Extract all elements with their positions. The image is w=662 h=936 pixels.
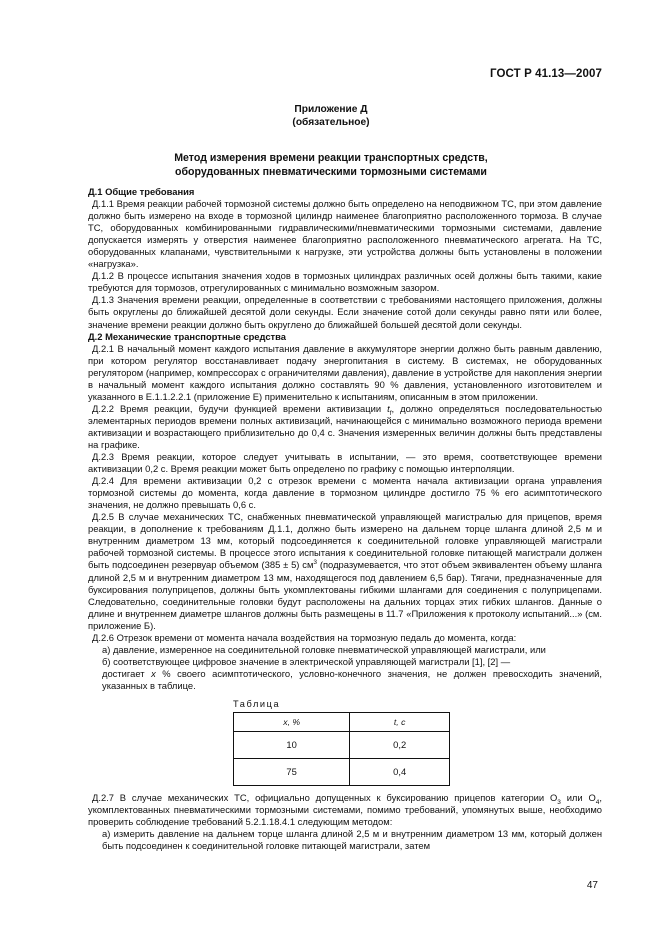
section-heading-d1: Д.1 Общие требования xyxy=(88,186,195,197)
section-heading-d2: Д.2 Механические транспортные средства xyxy=(88,330,286,342)
table-cell-t: 0,4 xyxy=(350,759,450,786)
paragraph-d2-2: Д.2.2 Время реакции, будучи функцией времени активизации $t_f$, должно определяться последовательностью элементарных периодов времени полных активизаций, начинающейся с минимально возможного периода времени активизации и возрастающего приблизительно до 0,4 с. Значения измеренных величин должны быть представлены на графике. xyxy=(88,402,602,450)
paragraph-d2-5: Д.2.5 В случае механических ТС, снабженных пневматической управляющей магистралью для прицепов, время реакции, в дополнение к требованиям Д.1.1, должно быть измерено на дальнем торце шланга длиной 2,5 м и внутренним диаметром 13 мм, который подсоединяется к соединительной головке управляющей магистрали рабочей тормозной системы. В процессе этого испытания к соединительной головке питающей магистрали должен быть подсоединен резервуар объемом (385 ± 5) $см^3$ (подразумевается, что этот объем эквивалентен объему шланга длиной 2,5 м и внутренним диаметром 13 мм, находящегося под давлением 6,5 бар). Тягачи, предназначенные для буксирования полуприцепов, должны быть укомплектованы гибкими шлангами для соединения с полуприцепами. Следовательно, соединительные головки будут расположены на дальних торцах этих гибких шлангов. Данные о длине и внутреннем диаметре шлангов должны быть размещены в 11.7 «Приложения к протоколу испытаний...» (см. приложение Б). xyxy=(88,511,602,631)
list-item-a-measure: а) измерить давление на дальнем торце шланга длиной 2,5 м и внутренним диаметром 13 мм, который должен быть подсоединен к соединительной головке питающей магистрали, затем xyxy=(102,828,602,852)
table-row xyxy=(234,759,450,786)
table-row xyxy=(234,732,450,759)
paragraph-d2-3: Д.2.3 Время реакции, которое следует учитывать в испытании, — это время, соответствующее времени активизации 0,2 с. Время реакции может быть определено по графику с помощью интерполяции. xyxy=(88,451,602,475)
list-item-a: а) давление, измеренное на соединительной головке пневматической управляющей магистрали, или xyxy=(102,643,546,655)
limits-table xyxy=(233,712,450,786)
table-cell-x: 10 xyxy=(234,732,350,759)
appendix-heading xyxy=(0,103,662,129)
paragraph-d2-6: Д.2.6 Отрезок времени от момента начала воздействия на тормозную педаль до момента, когда: xyxy=(92,631,517,643)
paragraph-d2-4: Д.2.4 Для времени активизации 0,2 с отрезок времени с момента начала активизации органа управления тормозной системы до момента, когда давление в тормозном цилиндре достигло 75 % его асимптотического значения, не должно превышать 0,6 с. xyxy=(88,475,602,511)
paragraph-d1-1: Д.1.1 Время реакции рабочей тормозной системы должно быть определено на неподвижном ТС, при этом давление должно быть измерено на входе в тормозной цилиндр наименее благоприятно расположенного тормоза. В случае ТС, оборудованных комбинированными гидравлическими/пневматическими тормозными системами, давление допускается измерять у отверстия наименее благоприятно расположенного пневматического агрегата. На ТС, оборудованных клапанами, чувствительными к нагрузке, эти устройства должны быть установлены в положении «нагрузка». xyxy=(88,198,603,270)
table-header-row xyxy=(234,713,450,732)
list-continuation: достигает x % своего асимптотического, условно-конечного значения, не должен превосходить значений, указанных в таблице. xyxy=(102,667,602,691)
method-title-line2: оборудованных пневматическими тормозными системами xyxy=(175,166,487,178)
document-body xyxy=(88,186,602,852)
appendix-title: Приложение Д xyxy=(294,104,368,115)
page-number: 47 xyxy=(586,880,598,891)
list-item-b: б) соответствующее цифровое значение в электрической управляющей магистрали [1], [2] — xyxy=(102,655,511,667)
method-title xyxy=(60,151,602,179)
table-header-x: x, % xyxy=(234,713,350,732)
table-cell-t: 0,2 xyxy=(350,732,450,759)
paragraph-d1-3: Д.1.3 Значения времени реакции, определенные в соответствии с требованиями настоящего приложения, должны быть округлены до ближайшей десятой доли секунды. Если значение сотой доли секунды равно пяти или более, значение времени реакции должно быть округлено до ближайшей большей десятой доли секунды. xyxy=(88,294,602,330)
method-title-line1: Метод измерения времени реакции транспортных средств, xyxy=(174,152,488,164)
paragraph-d2-7: Д.2.7 В случае механических ТС, официально допущенных к буксированию прицепов категории $O_3$ или $O_4$, укомплектованных пневматическими тормозными системами, помимо требований, упомянутых выше, необходимо проверить соблюдение требований 5.2.1.18.4.1 следующим методом: xyxy=(88,792,602,828)
paragraph-d2-1: Д.2.1 В начальный момент каждого испытания давление в аккумуляторе энергии должно быть равным давлению, при котором регулятор восстанавливает подачу энергопитания в систему. В системах, не оборудованных регулятором (например, компрессорах с ограничителями давления), давление в устройстве для накопления энергии в начальный момент каждого испытания должно составлять 90 % давления, установленного изготовителем и указанного в Е.1.1.2.2.1 (приложение Е) применительно к испытаниям, описанным в этом приложении. xyxy=(88,342,602,402)
paragraph-d1-2: Д.1.2 В процессе испытания значения ходов в тормозных цилиндрах различных осей должны быть такими, какие требуются для тормозов, отрегулированных с минимально возможным зазором. xyxy=(88,270,602,294)
table-cell-x: 75 xyxy=(234,759,350,786)
table-caption: Таблица xyxy=(233,698,281,709)
table-header-t: t, c xyxy=(350,713,450,732)
appendix-type: (обязательное) xyxy=(292,117,370,128)
standard-number: ГОСТ Р 41.13—2007 xyxy=(490,68,602,80)
